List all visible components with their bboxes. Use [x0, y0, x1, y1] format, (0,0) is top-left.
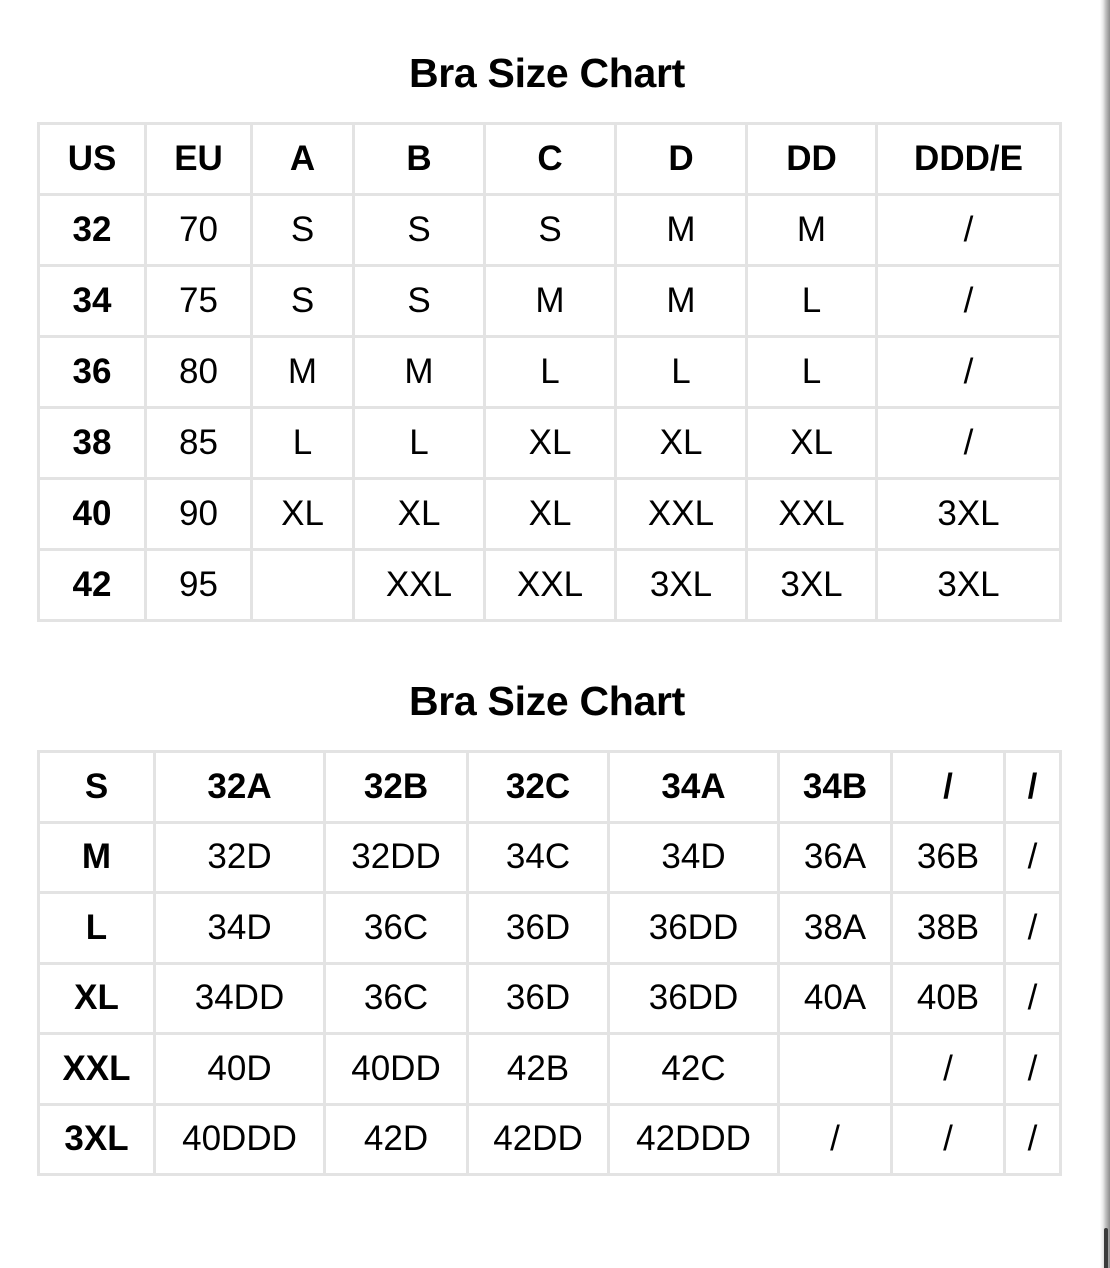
row-header-cell: 3XL: [39, 1104, 155, 1175]
bra-size-chart-table-1: [37, 122, 1062, 622]
row-header-cell: L: [39, 893, 155, 964]
table-cell: 42DDD: [609, 1104, 779, 1175]
row-header-cell: 42: [39, 550, 146, 621]
table-row: [39, 893, 1061, 964]
table-cell: /: [892, 1034, 1005, 1105]
header-cell: US: [39, 124, 146, 195]
table-cell: 32DD: [325, 822, 468, 893]
table-cell: 36C: [325, 893, 468, 964]
table-cell: 3XL: [747, 550, 877, 621]
table-cell: S: [252, 195, 354, 266]
table-cell: 36A: [779, 822, 892, 893]
table-cell: 36DD: [609, 963, 779, 1034]
header-cell: A: [252, 124, 354, 195]
table-cell: 3XL: [877, 550, 1061, 621]
table-cell: S: [354, 266, 485, 337]
header-cell: B: [354, 124, 485, 195]
table-cell: /: [877, 195, 1061, 266]
table-cell: [252, 550, 354, 621]
header-cell: 34B: [779, 752, 892, 823]
table-row: [39, 1034, 1061, 1105]
table-header-row: [39, 124, 1061, 195]
header-cell: 32C: [468, 752, 609, 823]
table-cell: /: [1005, 893, 1061, 964]
table-cell: /: [877, 266, 1061, 337]
table-cell: /: [1005, 822, 1061, 893]
table-row: [39, 1104, 1061, 1175]
table-cell: M: [485, 266, 616, 337]
table-cell: 3XL: [877, 479, 1061, 550]
table-cell: 40A: [779, 963, 892, 1034]
table-cell: 40DD: [325, 1034, 468, 1105]
table-cell: 70: [146, 195, 252, 266]
table-cell: L: [485, 337, 616, 408]
table-cell: 42B: [468, 1034, 609, 1105]
table-header-row: [39, 752, 1061, 823]
table-row: [39, 195, 1061, 266]
row-header-cell: 32: [39, 195, 146, 266]
table-cell: 32D: [155, 822, 325, 893]
table-cell: 95: [146, 550, 252, 621]
header-cell: 32B: [325, 752, 468, 823]
table-cell: 42C: [609, 1034, 779, 1105]
table-cell: M: [616, 195, 747, 266]
table-cell: 40B: [892, 963, 1005, 1034]
table-cell: 90: [146, 479, 252, 550]
table-cell: 34D: [155, 893, 325, 964]
table-cell: S: [252, 266, 354, 337]
table-cell: 34DD: [155, 963, 325, 1034]
table-cell: XL: [747, 408, 877, 479]
table-cell: 75: [146, 266, 252, 337]
table-row: [39, 337, 1061, 408]
row-header-cell: M: [39, 822, 155, 893]
header-cell: S: [39, 752, 155, 823]
table-cell: XL: [616, 408, 747, 479]
row-header-cell: 38: [39, 408, 146, 479]
header-cell: DD: [747, 124, 877, 195]
table-cell: XXL: [354, 550, 485, 621]
table-cell: /: [1005, 1034, 1061, 1105]
table-cell: 36C: [325, 963, 468, 1034]
table-cell: 85: [146, 408, 252, 479]
table-cell: XL: [485, 479, 616, 550]
table-cell: S: [354, 195, 485, 266]
table-row: [39, 479, 1061, 550]
table-row: [39, 822, 1061, 893]
table-cell: 36DD: [609, 893, 779, 964]
table-cell: 42DD: [468, 1104, 609, 1175]
table-cell: XXL: [616, 479, 747, 550]
header-cell: C: [485, 124, 616, 195]
table-cell: /: [877, 337, 1061, 408]
table-cell: 42D: [325, 1104, 468, 1175]
table-cell: L: [252, 408, 354, 479]
header-cell: DDD/E: [877, 124, 1061, 195]
table-row: [39, 963, 1061, 1034]
table-cell: XL: [354, 479, 485, 550]
table-cell: XXL: [485, 550, 616, 621]
table-cell: XL: [485, 408, 616, 479]
table-cell: /: [877, 408, 1061, 479]
table-cell: S: [485, 195, 616, 266]
table-cell: L: [747, 337, 877, 408]
bra-size-chart-table-2: [37, 750, 1062, 1176]
table-cell: XL: [252, 479, 354, 550]
table-cell: 34C: [468, 822, 609, 893]
table-cell: M: [616, 266, 747, 337]
table-cell: [779, 1034, 892, 1105]
row-header-cell: 40: [39, 479, 146, 550]
table-cell: 38B: [892, 893, 1005, 964]
row-header-cell: XL: [39, 963, 155, 1034]
table-cell: 40D: [155, 1034, 325, 1105]
table-cell: 36D: [468, 963, 609, 1034]
table-cell: 40DDD: [155, 1104, 325, 1175]
header-cell: 34A: [609, 752, 779, 823]
table-cell: /: [1005, 1104, 1061, 1175]
table-cell: L: [616, 337, 747, 408]
table-cell: 36B: [892, 822, 1005, 893]
header-cell: D: [616, 124, 747, 195]
header-cell: /: [1005, 752, 1061, 823]
table-row: [39, 266, 1061, 337]
table-cell: M: [354, 337, 485, 408]
table-cell: /: [1005, 963, 1061, 1034]
table-cell: /: [779, 1104, 892, 1175]
table-cell: L: [747, 266, 877, 337]
table-cell: 36D: [468, 893, 609, 964]
table-cell: 80: [146, 337, 252, 408]
table-row: [39, 408, 1061, 479]
row-header-cell: 36: [39, 337, 146, 408]
window-edge-shadow: [1100, 0, 1110, 1268]
table-cell: M: [747, 195, 877, 266]
table-cell: 3XL: [616, 550, 747, 621]
row-header-cell: 34: [39, 266, 146, 337]
table-cell: 34D: [609, 822, 779, 893]
header-cell: /: [892, 752, 1005, 823]
header-cell: 32A: [155, 752, 325, 823]
table-cell: 38A: [779, 893, 892, 964]
chart-1-title: Bra Size Chart: [408, 50, 686, 96]
row-header-cell: XXL: [39, 1034, 155, 1105]
header-cell: EU: [146, 124, 252, 195]
chart-2-title: Bra Size Chart: [408, 678, 686, 724]
table-cell: L: [354, 408, 485, 479]
table-cell: M: [252, 337, 354, 408]
table-cell: XXL: [747, 479, 877, 550]
table-cell: /: [892, 1104, 1005, 1175]
table-row: [39, 550, 1061, 621]
